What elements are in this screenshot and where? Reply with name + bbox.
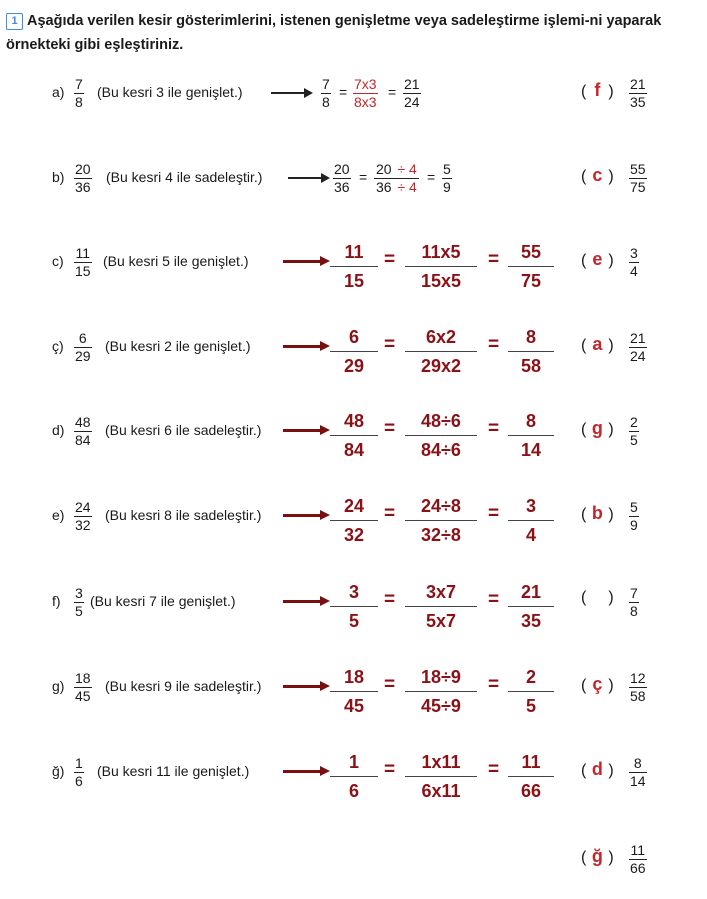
equals-sign: = [427,169,436,185]
solution-fraction-1: 7 8 [322,76,330,110]
answer-option: ( ç ) [581,674,614,694]
given-fraction: 20 36 [75,161,91,195]
answer-letter: b [591,503,603,523]
equals-sign: = [384,759,396,780]
handwritten-fraction-2: 1x11 6x11 [405,751,477,802]
handwritten-fraction-1: 6 29 [330,326,378,377]
answer-fraction: 21 35 [630,76,646,110]
equals-sign: = [488,249,500,270]
instruction: (Bu kesri 6 ile sadeleştir.) [105,422,262,438]
answer-fraction: 3 4 [630,245,638,279]
answer-letter: e [592,249,603,269]
numerator: 7 [75,76,83,92]
equals-sign: = [384,674,396,695]
handwritten-fraction-3: 55 75 [508,241,554,292]
answer-option: ( b ) [581,503,614,523]
handwritten-fraction-1: 18 45 [330,666,378,717]
equals-sign: = [488,589,500,610]
answer-fraction: 5 9 [630,499,638,533]
equals-sign: = [384,503,396,524]
arrow-icon [283,429,329,431]
equals-sign: = [384,589,396,610]
instruction: (Bu kesri 3 ile genişlet.) [97,84,243,100]
equals-sign: = [384,249,396,270]
handwritten-fraction-1: 3 5 [330,581,378,632]
row-label: a) [52,84,65,100]
row-label: e) [52,507,65,523]
answer-letter: ç [592,674,603,694]
equals-sign: = [384,418,396,439]
row-f [0,582,707,645]
answer-fraction: 55 75 [630,161,646,195]
handwritten-fraction-2: 11x5 15x5 [405,241,477,292]
equals-sign: = [488,503,500,524]
answer-option: ( c ) [581,165,614,185]
answer-letter: ğ [591,846,603,866]
answer-option-extra: ( ğ ) [581,846,614,866]
answer-option: ( d ) [581,759,614,779]
given-fraction: 11 15 [75,245,91,279]
equals-sign: = [488,334,500,355]
answer-option: ( e ) [581,249,614,269]
instruction: (Bu kesri 7 ile genişlet.) [90,593,236,609]
answer-letter: f [594,80,601,100]
handwritten-fraction-1: 24 32 [330,495,378,546]
equals-sign: = [359,169,368,185]
answer-letter: g [591,418,603,438]
answer-letter: a [592,334,603,354]
answer-option: ( f ) [581,80,614,100]
question-number: 1 [6,13,23,30]
instruction: (Bu kesri 11 ile genişlet.) [97,763,250,779]
given-fraction: 48 84 [75,414,91,448]
row-label: g) [52,678,65,694]
handwritten-fraction-3: 8 58 [508,326,554,377]
handwritten-fraction-2: 24÷8 32÷8 [405,495,477,546]
answer-letter: c [592,165,603,185]
handwritten-fraction-3: 21 35 [508,581,554,632]
given-fraction: 3 5 [75,585,83,619]
solution-fraction-3: 5 9 [443,161,451,195]
row-label: b) [52,169,65,185]
row-label: d) [52,422,65,438]
instruction: (Bu kesri 2 ile genişlet.) [105,338,251,354]
denominator: 8 [75,94,83,110]
handwritten-fraction-3: 8 14 [508,410,554,461]
arrow-icon [283,600,329,602]
answer-fraction: 8 14 [630,755,646,789]
question-text: Aşağıda verilen kesir gösterimlerini, istenen genişletme veya sadeleştirme işlemi-ni yaparak örnekteki gibi eşleştiriniz. [6,13,662,53]
handwritten-fraction-3: 11 66 [508,751,554,802]
answer-fraction: 7 8 [630,585,638,619]
answer-fraction: 2 5 [630,414,638,448]
handwritten-fraction-1: 1 6 [330,751,378,802]
arrow-icon [283,685,329,687]
row-b [0,159,707,219]
row-d [0,411,707,474]
row-label: f) [52,593,61,609]
row-g-breve [0,752,707,815]
row-e [0,496,707,559]
answer-option: ( a ) [581,334,614,354]
equals-sign: = [488,418,500,439]
given-fraction: 6 29 [75,330,91,364]
handwritten-fraction-2: 18÷9 45÷9 [405,666,477,717]
answer-letter: d [591,759,603,779]
row-c [0,242,707,305]
arrow-icon [283,260,329,262]
instruction: (Bu kesri 5 ile genişlet.) [103,253,249,269]
handwritten-fraction-3: 3 4 [508,495,554,546]
solution-fraction-2: 20 ÷ 4 36 ÷ 4 [376,161,417,195]
equals-sign: = [488,759,500,780]
equals-sign: = [488,674,500,695]
answer-fraction: 21 24 [630,330,646,364]
arrow-icon [283,514,329,516]
instruction: (Bu kesri 9 ile sadeleştir.) [105,678,262,694]
handwritten-fraction-1: 11 15 [330,241,378,292]
row-cedilla-c [0,327,707,390]
equals-sign: = [339,84,348,100]
arrow-icon [288,177,330,179]
row-label: ğ) [52,763,65,779]
answer-option: ( g ) [581,418,614,438]
handwritten-fraction-2: 6x2 29x2 [405,326,477,377]
instruction: (Bu kesri 4 ile sadeleştir.) [106,169,263,185]
handwritten-fraction-3: 2 5 [508,666,554,717]
handwritten-fraction-2: 3x7 5x7 [405,581,477,632]
given-fraction: 18 45 [75,670,91,704]
instruction: (Bu kesri 8 ile sadeleştir.) [105,507,262,523]
arrow-icon [283,345,329,347]
arrow-icon [283,770,329,772]
handwritten-fraction-2: 48÷6 84÷6 [405,410,477,461]
given-fraction: 24 32 [75,499,91,533]
answer-fraction-extra: 11 66 [630,842,646,876]
solution-fraction-1: 20 36 [334,161,350,195]
equals-sign: = [388,84,397,100]
answer-option: ( ) [581,589,614,606]
answer-fraction: 12 58 [630,670,646,704]
given-fraction [74,77,84,109]
row-label: c) [52,253,64,269]
equals-sign: = [384,334,396,355]
row-a [0,74,707,134]
row-g [0,667,707,730]
solution-fraction-3: 21 24 [404,76,420,110]
arrow-icon [271,92,313,94]
handwritten-fraction-1: 48 84 [330,410,378,461]
given-fraction: 1 6 [75,755,83,789]
solution-fraction-2: 7x3 8x3 [354,76,377,110]
row-label: ç) [52,338,64,354]
question-header [6,9,706,57]
